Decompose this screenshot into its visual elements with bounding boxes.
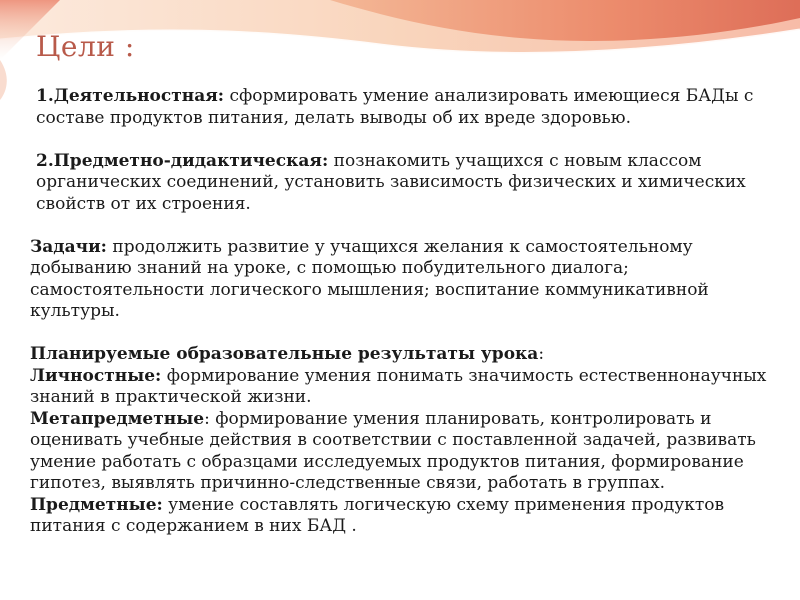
results-subject [30,495,770,538]
tasks-text: продолжить развитие у учащихся желания к самостоятельному добыванию знаний на уроке, с помощью побудительного диалога; самостоятельности логического мышления; воспитание коммуникативной культуры. [30,236,709,321]
results-meta-text: : формирование умения планировать, контролировать и оценивать учебные действия в соответствии с поставленной задачей, развивать умение работать с образцами исследуемых продуктов питания, формирование гипотез, выявлять причинно-следственные связи, работать в группах. [30,408,756,493]
tasks-label: Задачи: [30,236,107,257]
results-subject-label: Предметные: [30,494,163,515]
goal-didactic-label: 2.Предметно-дидактическая: [36,150,329,171]
results-heading-label: Планируемые образовательные результаты урока [30,344,539,364]
results-heading-suffix: : [538,344,545,364]
results-heading [30,344,770,366]
results-meta [30,409,770,495]
page-title: Цели : [36,30,135,63]
results-personal-label: Личностные: [30,365,162,386]
results-personal [30,366,770,409]
goal-activity-text: сформировать умение анализировать имеющиеся БАДы с составе продуктов питания, делать выводы об их вреде здоровью. [36,86,754,128]
tasks [30,237,770,323]
results-personal-text: формирование умения понимать значимость естественнонаучных знаний в практической жизни. [30,365,767,407]
goal-activity-label: 1.Деятельностная: [36,86,225,106]
goal-didactic-text: познакомить учащихся с новым классом органических соединений, установить зависимость физических и химических свойств от их строения. [36,150,746,214]
goal-didactic [30,151,770,216]
results-subject-text: умение составлять логическую схему применения продуктов питания с содержанием в них БАД . [30,494,725,536]
slide-body [30,86,770,538]
results-meta-label: Метапредметные [30,408,205,429]
goal-activity [30,86,770,129]
